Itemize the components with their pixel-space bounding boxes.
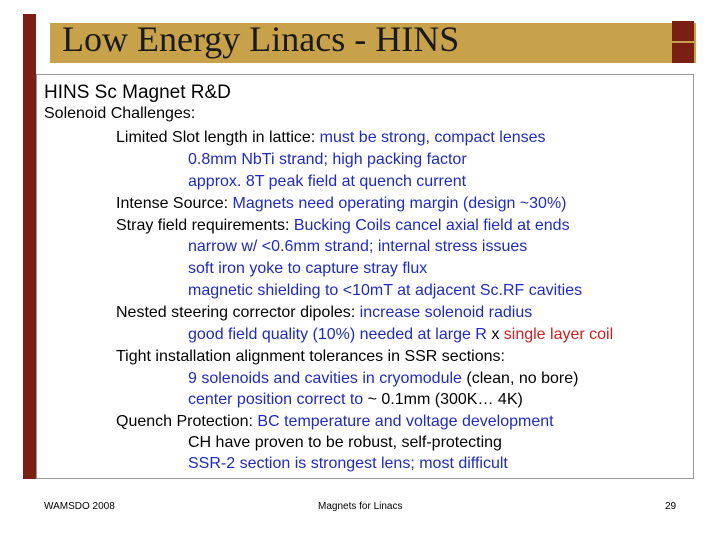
- line-text: Quench Protection:: [116, 413, 258, 430]
- line-text: Stray field requirements:: [116, 217, 294, 234]
- slide-subtitle: HINS Sc Magnet R&D: [44, 82, 231, 103]
- line-text-highlight: increase solenoid radius: [359, 304, 533, 321]
- sub-bullet-item: [188, 369, 578, 389]
- line-text-highlight: must be strong, compact lenses: [319, 129, 546, 146]
- sub-bullet-item: [188, 237, 527, 257]
- sub-bullet-item: [188, 259, 427, 279]
- sub-bullet-item: [188, 433, 502, 453]
- footer-center: Magnets for Linacs: [318, 501, 403, 512]
- line-text: approx. 8T peak field at quench current: [188, 173, 467, 190]
- line-text-emphasis: single layer coil: [503, 326, 614, 343]
- line-text-highlight: 9 solenoids and cavities in cryomodule: [188, 370, 467, 387]
- sub-bullet-item: [188, 281, 582, 301]
- line-text: Nested steering corrector dipoles:: [116, 304, 360, 321]
- footer-left: WAMSDO 2008: [44, 501, 115, 512]
- bullet-item: [116, 412, 554, 432]
- line-text: SSR-2 section is strongest lens; most difficult: [188, 455, 508, 472]
- bullet-item: [116, 347, 505, 367]
- line-text-highlight: Bucking Coils cancel axial field at ends: [293, 217, 570, 234]
- line-text: Limited Slot length in lattice:: [116, 129, 320, 146]
- line-text-highlight: good field quality (10%) needed at large R: [188, 326, 492, 343]
- bullet-item: [116, 128, 546, 148]
- line-text: Intense Source:: [116, 195, 233, 212]
- line-text-highlight: BC temperature and voltage development: [257, 413, 554, 430]
- sub-bullet-item: [188, 172, 466, 192]
- line-text: Tight installation alignment tolerances in SSR sections:: [116, 348, 505, 365]
- line-text: narrow w/ <0.6mm strand; internal stress issues: [188, 238, 528, 255]
- sub-bullet-item: [188, 325, 613, 345]
- line-text: x: [491, 326, 504, 343]
- bullet-item: [116, 303, 532, 323]
- bullet-item: [116, 194, 567, 214]
- page-number: 29: [665, 501, 677, 512]
- left-accent-bar: [23, 14, 36, 479]
- line-text: Solenoid Challenges:: [44, 105, 196, 122]
- bullet-heading: [44, 104, 195, 124]
- title-decor-square-top: [672, 21, 694, 41]
- line-text: magnetic shielding to <10mT at adjacent Sc.RF cavities: [188, 282, 583, 299]
- line-text-highlight: Magnets need operating margin (design ~30%): [232, 195, 567, 212]
- line-text: soft iron yoke to capture stray flux: [188, 260, 428, 277]
- line-text: 0.8mm NbTi strand; high packing factor: [188, 151, 467, 168]
- sub-bullet-item: [188, 454, 508, 474]
- sub-bullet-item: [188, 150, 467, 170]
- line-text: ~ 0.1mm (300K… 4K): [367, 391, 523, 408]
- sub-bullet-item: [188, 390, 523, 410]
- line-text-highlight: center position correct to: [188, 391, 368, 408]
- title-decor-square-bottom: [672, 43, 694, 63]
- line-text: (clean, no bore): [466, 370, 579, 387]
- line-text: CH have proven to be robust, self-protecting: [188, 434, 502, 451]
- slide-title: Low Energy Linacs - HINS: [62, 19, 460, 59]
- bullet-item: [116, 216, 570, 236]
